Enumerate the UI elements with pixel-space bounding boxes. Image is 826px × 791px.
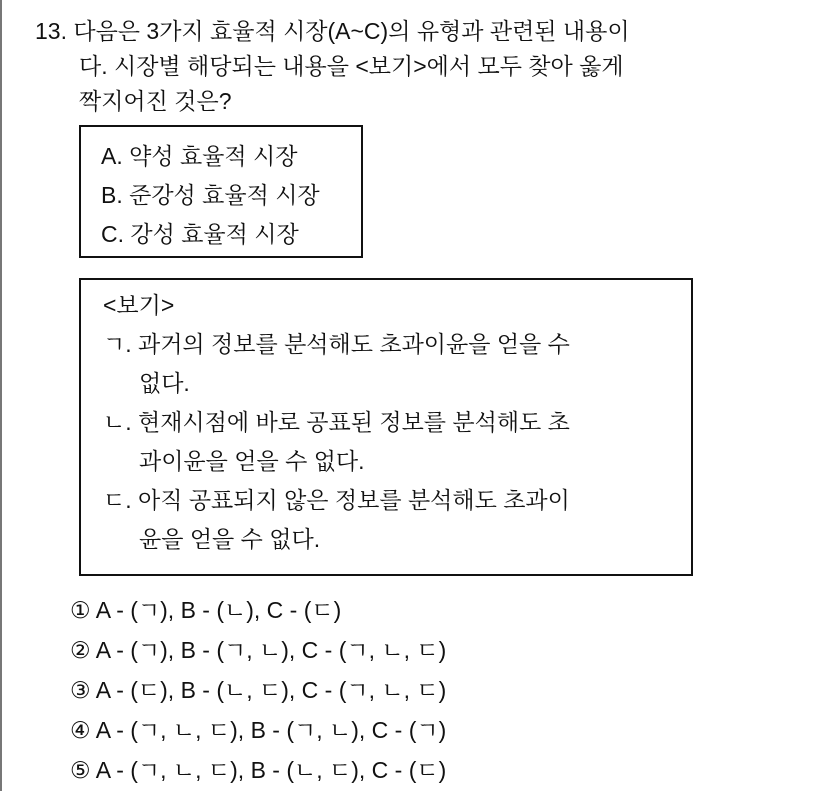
bogi-item-cont: 윤을 얻을 수 없다. xyxy=(139,526,321,552)
bogi-box xyxy=(79,278,693,576)
option-1[interactable]: ① A - (ㄱ), B - (ㄴ), C - (ㄷ) xyxy=(70,597,342,623)
bogi-item-cont: 과이윤을 얻을 수 없다. xyxy=(139,448,365,474)
question-stem xyxy=(35,14,630,119)
question-line: 다. 시장별 해당되는 내용을 <보기>에서 모두 찾아 옳게 xyxy=(79,53,624,79)
bogi-item-cont: 없다. xyxy=(139,370,190,396)
page-left-border xyxy=(0,0,2,791)
bogi-item: ㄴ. 현재시점에 바로 공표된 정보를 분석해도 초 xyxy=(103,409,570,435)
bogi-title: <보기> xyxy=(103,292,175,318)
option-2[interactable]: ② A - (ㄱ), B - (ㄱ, ㄴ), C - (ㄱ, ㄴ, ㄷ) xyxy=(70,637,447,663)
bogi-item: ㄱ. 과거의 정보를 분석해도 초과이윤을 얻을 수 xyxy=(103,331,570,357)
market-item: B. 준강성 효율적 시장 xyxy=(101,182,320,208)
bogi-item: ㄷ. 아직 공표되지 않은 정보를 분석해도 초과이 xyxy=(103,487,570,513)
option-3[interactable]: ③ A - (ㄷ), B - (ㄴ, ㄷ), C - (ㄱ, ㄴ, ㄷ) xyxy=(70,677,447,703)
market-item: A. 약성 효율적 시장 xyxy=(101,143,298,169)
market-types-box xyxy=(79,125,363,258)
question-line: 짝지어진 것은? xyxy=(79,88,232,114)
market-item: C. 강성 효율적 시장 xyxy=(101,221,299,247)
answer-options xyxy=(70,590,446,790)
option-5[interactable]: ⑤ A - (ㄱ, ㄴ, ㄷ), B - (ㄴ, ㄷ), C - (ㄷ) xyxy=(70,757,447,783)
question-line: 13. 다음은 3가지 효율적 시장(A~C)의 유형과 관련된 내용이 xyxy=(35,18,630,44)
option-4[interactable]: ④ A - (ㄱ, ㄴ, ㄷ), B - (ㄱ, ㄴ), C - (ㄱ) xyxy=(70,717,447,743)
